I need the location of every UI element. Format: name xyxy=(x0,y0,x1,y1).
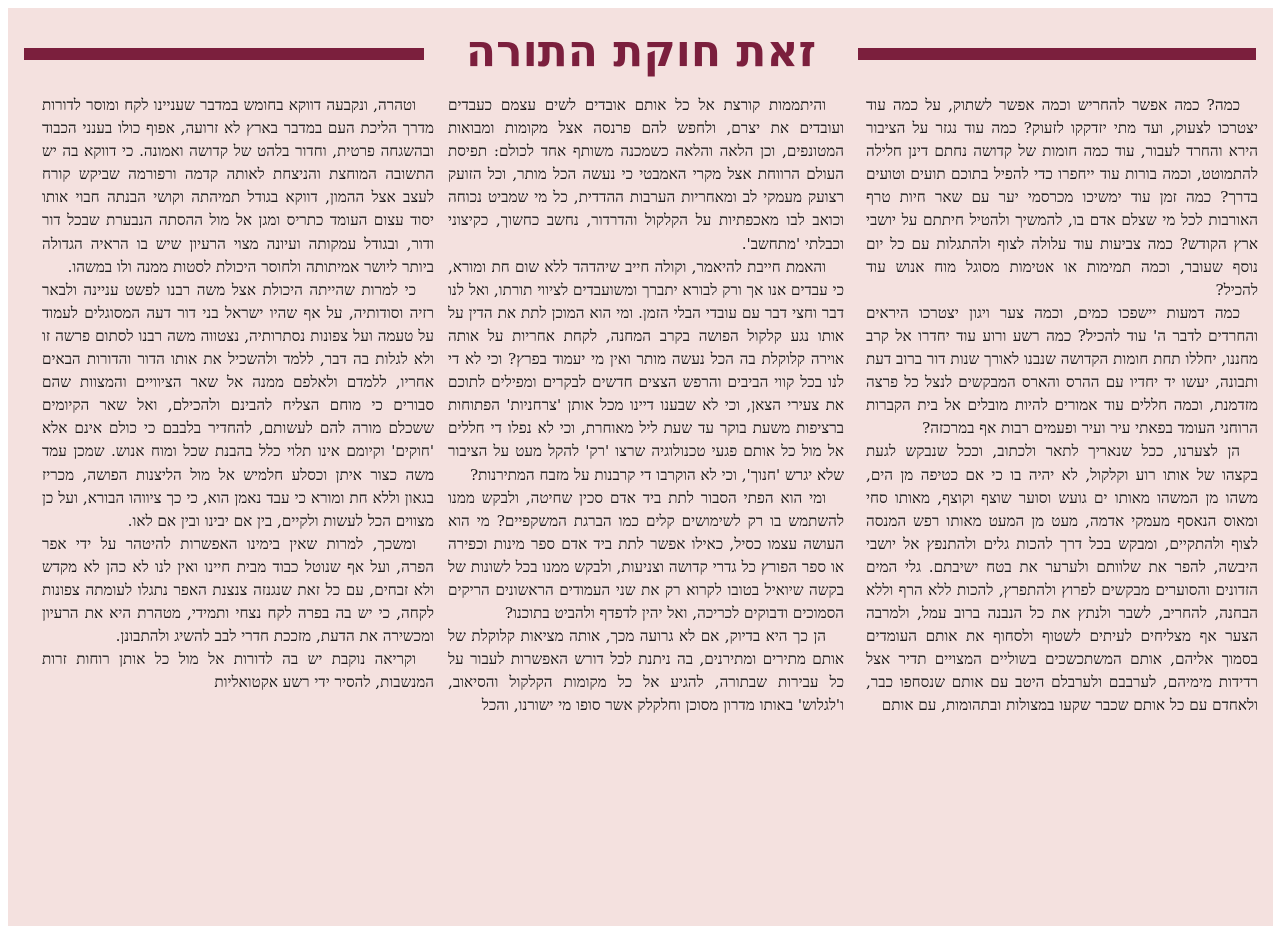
paragraph: הן כך היא בדיוק, אם לא גרועה מכך, אותה מציאות קלוקלת של אותם מתירים ומתירנים, בה ניתנת לכל דורש האפשרות לעבור על כל עבירות שבתורה, להגיע אל כל מקומות הקלקול והסיאוב, ו'לגלוש' באותו מדרון מסוכן וחלקלק אשר סופו מי ישורנו, והכל xyxy=(448,627,844,715)
article-column-2 xyxy=(448,94,844,926)
article-column-3 xyxy=(42,94,434,926)
header-rule-left xyxy=(24,48,424,60)
paragraph: והיתממות קורצת אל כל אותם אובדים לשים עצמם כעבדים ועובדים את יצרם, ולחפש להם פרנסה אצל מקומות ומבואות המטונפים, וכן הלאה והלאה כשמכנה משותף אחד לכולם: תפיסת העולם הרווחת אצל מקרי האמבטי כי נעשה הכל מותר, וכל הזועק רצועק מעמקי לב ומאחריות הערבות ההדדית, כל מי שמביט נכוחה וכואב לבו מאכפתיות על הקלקול והדרדור, נחשב כחשוך, כקיצוני וכבלתי 'מתחשב'. xyxy=(448,96,844,253)
paragraph: כמה? כמה אפשר להחריש וכמה אפשר לשתוק, על כמה עוד יצטרכו לצעוק, ועד מתי יזדקקו לזעוק? כמה עוד נגזר על הציבור הירא והחרד לעבור, עוד כמה חומות של קדושה נחתם דינן חלילה להתמוטט, וכמה בורות עוד ייחפרו כדי להפיל בתוכם תועים וטועים בדרך? כמה זמן עוד ימשיכו מכרסמי יער עם שאר חיות טרף האורבות לכל מי שצלם אדם בו, להמשיך ולהטיל חיתתם על יושבי ארץ הקודש? כמה צביעות עוד עלולה לצוף ולהתגלות עם כל יום נוסף שעובר, וכמה תמימות או אטימות מסוגל מוח אנוש עוד להכיל? xyxy=(866,96,1258,299)
paragraph: והאמת חייבת להיאמר, וקולה חייב שיהדהד ללא שום חת ומורא, כי עבדים אנו אך ורק לבורא יתברך ומשועבדים לציווי תורתו, ואל לנו דבר וחצי דבר עם עובדי הבלי הזמן. ומי הוא המוכן לתת את הדין על אותו נגע קלקול הפושה בקרב המחנה, לקחת אחריות על אותה אוירה קלוקלת בה הכל נעשה מותר ואין מי יעמוד בפרץ? וכי לא די לנו בכל קווי הביבים והרפש הצצים חדשים לבקרים ומפילים לתוכם את צעירי הצאן, וכי לא שבענו דיינו מכל אותן 'צרחניות' הפתוחות ברציפות משעת בוקר עד שעת ליל מאוחרת, וכי לא נפלו די חללים אל מול כל אותם פגעי טכנולוגיה שרצו 'רק' להקל מעט על הציבור שלא יגרש 'חנוך', וכי לא הוקרבו די קרבנות על מזבח המתירנות? xyxy=(448,257,844,484)
paragraph: כי למרות שהייתה היכולת אצל משה רבנו לפשט עניינה ולבאר רזיה וסודותיה, על אף שהיו ישראל בני דור דעה המסוגלים לעמוד על טעמה ועל צפונות נסתרותיה, נצטווה משה רבנו לסתום פרשה זו ולא לגלות בה דבר, ללמד ולהשכיל את אותו הדור והדורות הבאים אחריו, ללמדם ולאלפם ממנה אל שאר הציוויים והמצוות שהם סבורים כי מוחם הצליח להבינם ולהכילם, ואל שאר הקיומים ששכלם מורה להם לעשותם, להחדיר בלבבם כי כולם אינם אלא 'חוקים' וקיומם אינו תלוי כלל בהבנת שכל ומוח אנוש. שמכן עמד משה כצור איתן וכסלע חלמיש אל מול הליצנות הפושה, מכריז בגאון וללא חת ומורא כי עבד נאמן הוא, כי כך ציווהו הבורא, ועל כן מצווים הכל לעשות ולקיים, בין אם יבינו ובין אם לאו. xyxy=(42,280,434,530)
header-rule-right xyxy=(858,48,1256,60)
paragraph: וטהרה, ונקבעה דווקא בחומש במדבר שעניינו לקח ומוסר לדורות מדרך הליכת העם במדבר בארץ לא זרועה, אפוף כולו בענני הכבוד ובהשגחה פרטית, וחדור בלהט של קדושה ואמונה. כי דווקא בה יש התשובה המוחצת והניצחת לאותה קדמה ורפורמה שביקש קורח לעצב אצל ההמון, דווקא בגודל תמיהתה וקושי הבנתה חבוי אותו יסוד עצום העומד כתריס ומגן אל מול ההסתה הנבערת שבכל דור ודור, ובגודל עמקותה ועיונה מצוי הרעיון שיש בו הראיה הגדולה ביותר ליושר אמיתותה ולחוסר היכולת לסטות ממנה ולו במשהו. xyxy=(42,96,434,276)
article-column-1 xyxy=(866,94,1258,926)
paragraph: ומשכך, למרות שאין בימינו האפשרות להיטהר על ידי אפר הפרה, ועל אף שנוטל כבוד מבית חיינו ואין לנו לא כהן לא מקדש ולא זבחים, עם כל זאת שנגנזה צנצנת האפר נתגלו לעומתה צפונות לקחה, כי יש בה בפרה לקח נצחי ותמידי, מטהרת היא את הרעיון ומכשירה את הדעת, מזככת חדרי לבב להשיג ולהתבונן. xyxy=(42,534,434,646)
paragraph: וקריאה נוקבת יש בה לדורות אל מול כל אותן רוחות זרות המנשבות, להסיר ידי רשע אקטואליות xyxy=(42,650,434,692)
paragraph: ומי הוא הפתי הסבור לתת ביד אדם סכין שחיטה, ולבקש ממנו להשתמש בו רק לשימושים קלים כמו הברגת המשקפיים? מי הוא העושה עצמו כסיל, כאילו אפשר לתת ביד אדם ספר מינות וכפירה או ספר הפורץ כל גדרי קדושה וצניעות, ולבקש ממנו בכל לשונות של בקשה שיואיל בטובו לקרוא רק את שני העמודים הראשונים הריקים הסמוכים ודבוקים לכריכה, ואל יהין לדפדף ולהביט בתוכנו? xyxy=(448,488,844,623)
newspaper-page xyxy=(8,8,1273,926)
paragraph: כמה דמעות יישפכו כמים, וכמה צער ויגון יצטרכו היראים והחרדים לדבר ה' עוד להכיל? כמה רשע ורוע עוד יחדרו אל קרב מחננו, יחללו תחת חומות הקדושה שנבנו לאורך שנות דור ברוב דעת ותבונה, יעשו יד יחדיו עם ההרס והארס המבקשים לנצל כל פרצה מזדמנת, וכמה חללים עוד אמורים להיות מובלים אל בית הקברות הרוחני העומד בפאתי עיר ועיר ופעמים רבות אף במרכזה? xyxy=(866,303,1258,438)
article-title: זאת חוקת התורה xyxy=(465,26,817,77)
paragraph: הן לצערנו, ככל שנאריך לתאר ולכתוב, וככל שנבקש לגעת בקצהו של אותו רוע וקלקול, לא יהיה בו כי אם כטיפה מן הים, משהו מן המשהו מאותו ים גועש וסוער שוצף וקוצף, מאותו סחי ומאוס הנאסף מעמקי אדמה, מעט מן המעט מאותו רפש המנסה לצוף ולהתקיים, ומבקש בכל דרך להכות גלים ולהתנפץ אל יושבי היבשה, להפר את שלוותם ולערער את בטח ישיבתם. גלי המים הזדונים והסוערים מבקשים לפרוץ ולהתפרץ, להכות ללא הרף וללא הבחנה, להחריב, לשבר ולנתץ את כל הנבנה ברוב עמל, ולמרבה הצער אף מצליחים לעיתים לשטוף ולסחוף את אותם העומדים בסמוך אליהם, אותם המשתכשכים בשוליים המצויים תדיר אצל רדידות מימיהם, לערבבם ולערבלם היטב עם אותם שנסחפו כבר, ולאחדם עם כל אותם שכבר שקעו במצולות ובתהומות, עם אותם xyxy=(866,442,1258,715)
